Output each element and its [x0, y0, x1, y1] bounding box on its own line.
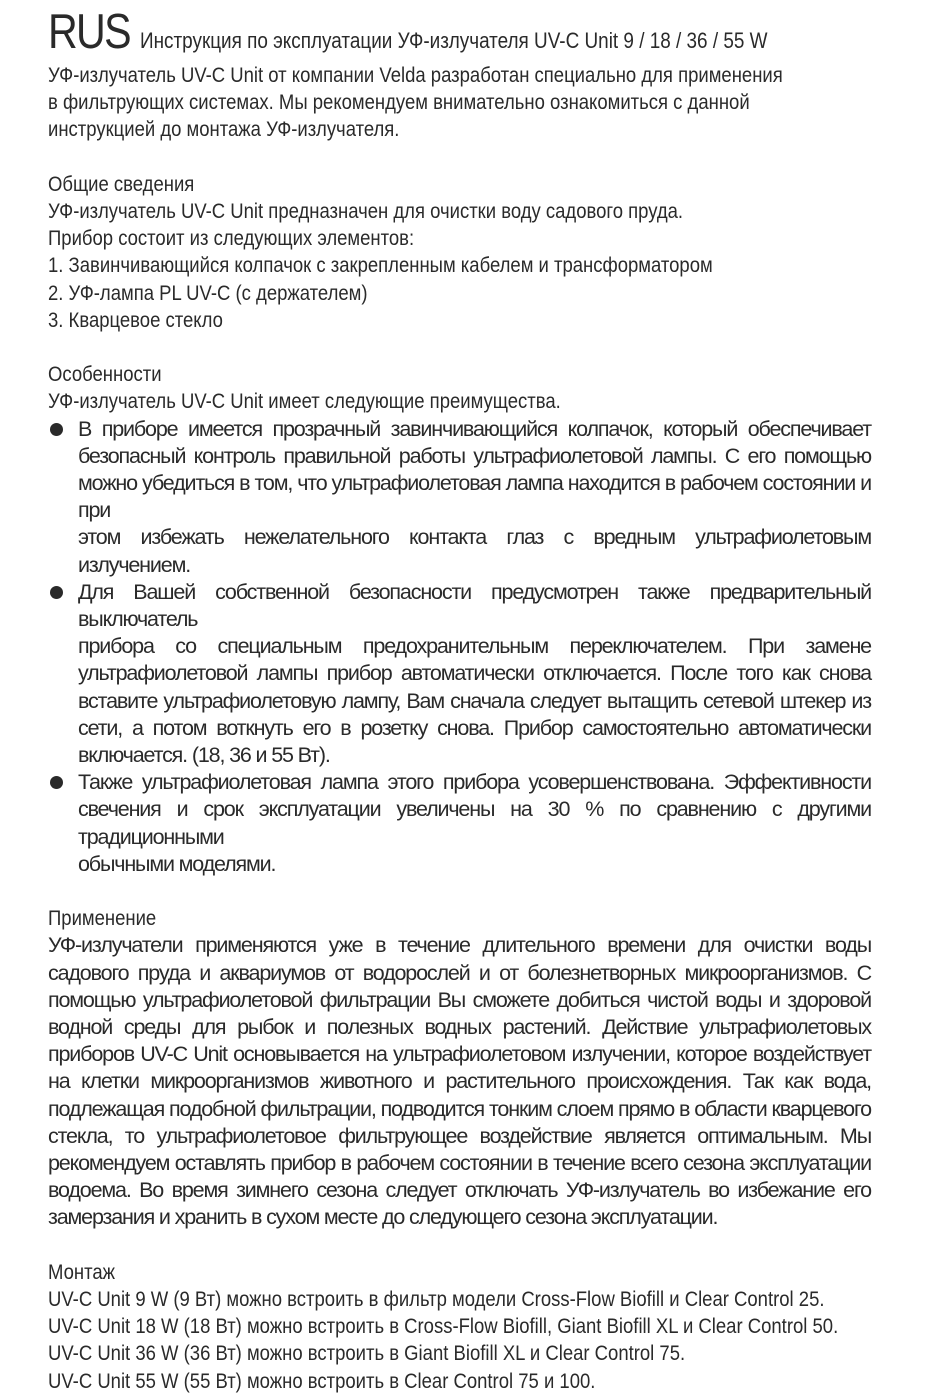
text-line: можно убедиться в том, что ультрафиолетовая лампа находится в рабочем состоянии и при [78, 471, 871, 523]
text-line: этом избежать нежелательного контакта глаз с вредным ультрафиолетовым излучением. [78, 525, 871, 577]
document-body [48, 62, 871, 1395]
bullet-item [48, 416, 871, 579]
list-item: 3. Кварцевое стекло [48, 307, 223, 332]
text-line: замерзания и хранить в сухом месте до следующего сезона эксплуатации. [48, 1205, 718, 1230]
text-line: подлежащая подобной фильтрации, подводится тонким слоем прямо в области кварцевого [48, 1096, 871, 1121]
section-heading-mounting: Монтаж [48, 1259, 116, 1284]
text-line: помощью ультрафиолетовой фильтрации Вы сможете добиться чистой воды и здоровой [48, 987, 871, 1012]
text-line: в фильтрующих системах. Мы рекомендуем внимательно ознакомиться с данной [48, 90, 750, 115]
text-line: Для Вашей собственной безопасности предусмотрен также предварительный выключатель [78, 579, 871, 632]
bullet-icon [50, 423, 63, 436]
text-line: Прибор состоит из следующих элементов: [48, 226, 415, 251]
text-line: включается. (18, 36 и 55 Вт). [78, 743, 330, 768]
bullet-icon [50, 586, 63, 599]
text-line: приборов UV-C Unit основывается на ультрафиолетовом излучении, которое воздействует [48, 1042, 871, 1067]
list-item: 2. УФ-лампа PL UV-C (с держателем) [48, 280, 368, 305]
intro-paragraph [48, 62, 871, 144]
text-line: UV-C Unit 9 W (9 Вт) можно встроить в фильтр модели Cross-Flow Biofill и Clear Control 25. [48, 1287, 825, 1312]
text-line: свечения и срок эксплуатации увеличены на 30 % по сравнению с другими традиционными [78, 797, 871, 849]
text-line: водоема. Во время зимнего сезона следует отключать УФ-излучатель во избежание его [48, 1178, 871, 1203]
document-title: Инструкция по эксплуатации УФ-излучателя UV-C Unit 9 / 18 / 36 / 55 W [139, 28, 768, 53]
bullet-item [48, 769, 871, 878]
text-line: на клетки микроорганизмов животного и растительного происхождения. Так как вода, [48, 1069, 871, 1094]
text-line: безопасный контроль правильной работы ультрафиолетовой лампы. С его помощью [78, 443, 871, 468]
text-line: инструкцией до монтажа УФ-излучателя. [48, 117, 400, 142]
text-line: садового пруда и аквариумов от водорослей и от болезнетворных микроорганизмов. С [48, 960, 871, 985]
text-line: УФ-излучатели применяются уже в течение длительного времени для очистки воды [48, 933, 871, 958]
mounting-section [48, 1259, 871, 1395]
text-line: рекомендуем оставлять прибор в рабочем состоянии в течение всего сезона эксплуатации [48, 1151, 871, 1176]
text-line: УФ-излучатель UV-C Unit имеет следующие преимущества. [48, 389, 561, 414]
text-line: прибора со специальным предохранительным переключателем. При замене [78, 634, 871, 659]
text-line: Также ультрафиолетовая лампа этого прибора усовершенствована. Эффективности [78, 770, 871, 795]
text-line: UV-C Unit 55 W (55 Вт) можно встроить в Clear Control 75 и 100. [48, 1368, 596, 1393]
section-heading-application: Применение [48, 906, 157, 931]
language-code: RUS [48, 5, 130, 59]
bullet-icon [50, 776, 63, 789]
document-header [48, 5, 908, 59]
list-item: 1. Завинчивающийся колпачок с закрепленным кабелем и трансформатором [48, 253, 713, 278]
text-line: стекла, то ультрафиолетовое фильтрующее воздействие является оптимальным. Мы [48, 1123, 871, 1148]
text-line: водной среды для рыбок и полезных водных растений. Действие ультрафиолетовых [48, 1015, 871, 1040]
text-line: В приборе имеется прозрачный завинчивающийся колпачок, который обеспечивает [78, 416, 871, 441]
text-line: вставите ультрафиолетовую лампу, Вам сначала следует вытащить сетевой штекер из [78, 688, 871, 713]
text-line: УФ-излучатель UV-C Unit предназначен для очистки воду садового пруда. [48, 199, 684, 223]
general-section [48, 171, 871, 334]
text-line: обычными моделями. [78, 851, 276, 876]
section-heading-general: Общие сведения [48, 171, 195, 196]
text-line: UV-C Unit 36 W (36 Вт) можно встроить в Giant Biofill XL и Clear Control 75. [48, 1341, 686, 1366]
features-section [48, 361, 871, 878]
bullet-item [48, 579, 871, 769]
text-line: UV-C Unit 18 W (18 Вт) можно встроить в Cross-Flow Biofill, Giant Biofill XL и Clear Control 50. [48, 1314, 839, 1339]
text-line: ультрафиолетовой лампы прибор автоматически отключается. После того как снова [78, 661, 871, 686]
application-section [48, 905, 871, 1231]
section-heading-features: Особенности [48, 362, 162, 387]
text-line: УФ-излучатель UV-C Unit от компании Velda разработан специально для применения [48, 63, 783, 87]
text-line: сети, а потом воткнуть его в розетку снова. Прибор самостоятельно автоматически [78, 715, 871, 740]
